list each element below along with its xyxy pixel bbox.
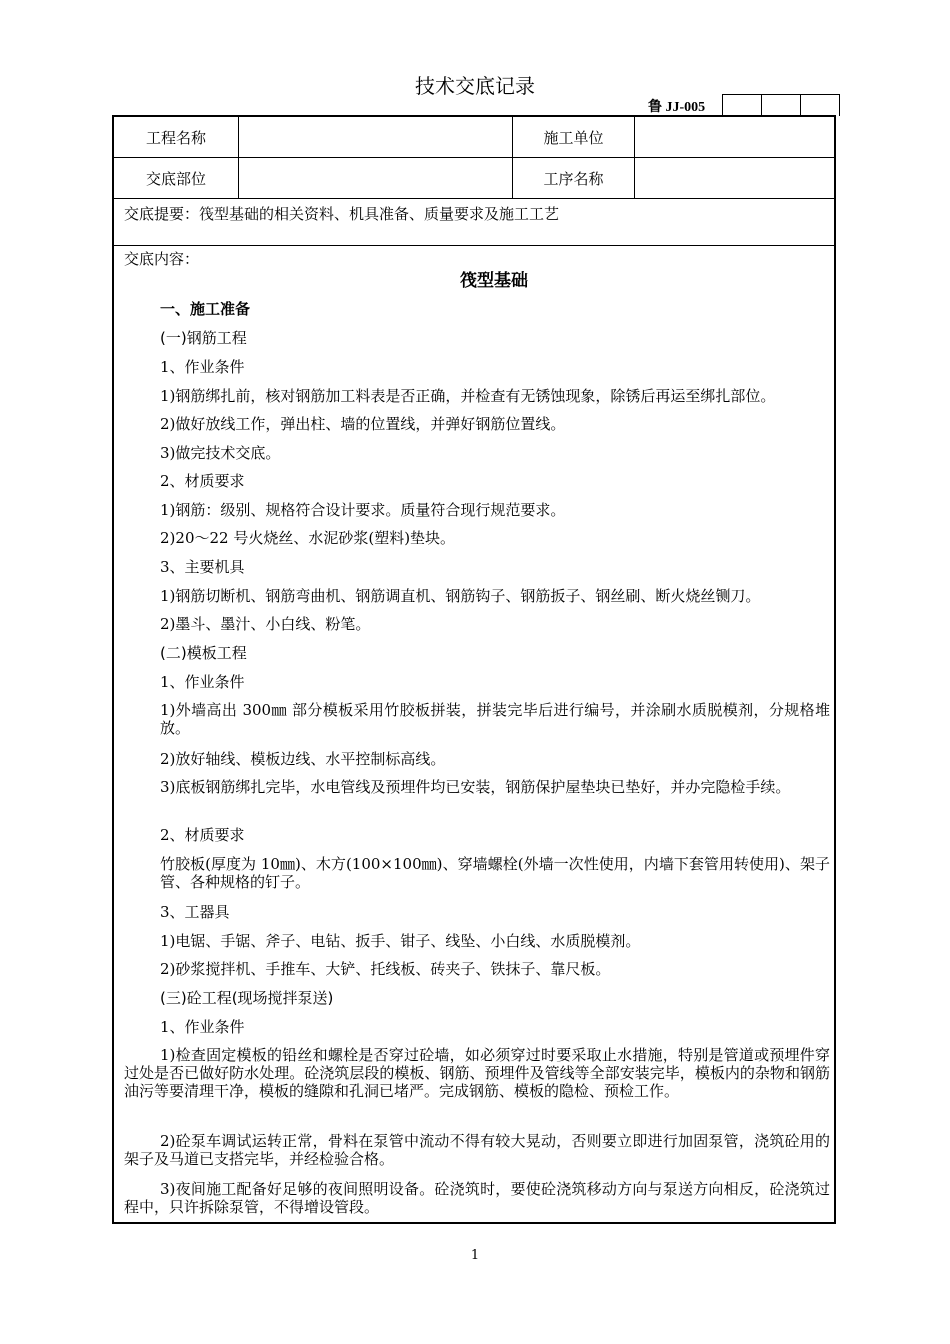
list-item: 1)钢筋绑扎前，核对钢筋加工料表是否正确，并检查有无锈蚀现象，除锈后再运至绑扎部位。 <box>160 387 776 405</box>
list-item: 竹胶板(厚度为 10㎜)、木方(100×100㎜)、穿墙螺栓(外墙一次性使用，内墙下套管用转使用)、架子管、各种规格的钉子。 <box>160 855 830 891</box>
item-heading: 1、作业条件 <box>160 673 245 691</box>
item-heading: 1、作业条件 <box>160 358 245 376</box>
content-label: 交底内容： <box>124 250 200 268</box>
record-table <box>112 115 836 1224</box>
list-item: 1)钢筋切断机、钢筋弯曲机、钢筋调直机、钢筋钩子、钢筋扳子、钢丝刷、断火烧丝铡刀。 <box>160 587 761 605</box>
list-item: 1)钢筋：级别、规格符合设计要求。质量符合现行规范要求。 <box>160 501 566 519</box>
project-name-label: 工程名称 <box>145 128 206 147</box>
form-code: 鲁 JJ-005 <box>648 100 706 115</box>
subsection-heading: (二)模板工程 <box>160 644 247 662</box>
subsection-heading: (三)砼工程(现场搅拌泵送) <box>160 989 334 1007</box>
item-heading: 1、作业条件 <box>160 1018 245 1036</box>
header-row-1 <box>114 117 834 158</box>
list-item: 2)20～22 号火烧丝、水泥砂浆(塑料)垫块。 <box>160 529 456 547</box>
item-heading: 2、材质要求 <box>160 826 245 844</box>
page-number: 1 <box>470 1248 480 1263</box>
list-item: 2)砂浆搅拌机、手推车、大铲、托线板、砖夹子、铁抹子、靠尺板。 <box>160 960 611 978</box>
project-name-value <box>238 117 512 157</box>
part-value <box>238 158 512 198</box>
contractor-label: 施工单位 <box>512 117 634 157</box>
contractor-value <box>634 117 834 157</box>
doc-title: 筏型基础 <box>460 271 528 291</box>
list-item: 2)砼泵车调试运转正常，骨料在泵管中流动不得有较大晃动，否则要立即进行加固泵管，浇筑砼用的架子及马道已支搭完毕，并经检验合格。 <box>124 1132 830 1168</box>
list-item: 2)做好放线工作，弹出柱、墙的位置线，并弹好钢筋位置线。 <box>160 415 566 433</box>
list-item: 1)电锯、手锯、斧子、电钻、扳手、钳子、线坠、小白线、水质脱模剂。 <box>160 932 641 950</box>
form-title: 技术交底记录 <box>415 74 535 98</box>
code-box <box>801 95 839 116</box>
code-box <box>723 95 762 116</box>
process-label: 工序名称 <box>512 158 634 198</box>
list-item: 3)底板钢筋绑扎完毕，水电管线及预埋件均已安装，钢筋保护屋垫块已垫好，并办完隐检手续。 <box>160 778 791 796</box>
part-label: 交底部位 <box>145 169 206 188</box>
list-item: 3)做完技术交底。 <box>160 444 281 462</box>
code-boxes <box>722 94 840 116</box>
section-heading: 一、施工准备 <box>160 300 251 318</box>
item-heading: 2、材质要求 <box>160 472 245 490</box>
list-item: 3)夜间施工配备好足够的夜间照明设备。砼浇筑时，要使砼浇筑移动方向与泵送方向相反，砼浇筑过程中，只许拆除泵管，不得增设管段。 <box>124 1180 830 1216</box>
list-item: 1)检查固定模板的铅丝和螺栓是否穿过砼墙，如必须穿过时要采取止水措施，特别是管道或预埋件穿过处是否已做好防水处理。砼浇筑层段的模板、钢筋、预埋件及管线等全部安装完毕，模板内的杂物和钢筋油污等要清理干净，模板的缝隙和孔洞已堵严。完成钢筋、模板的隐检、预检工作。 <box>124 1046 830 1100</box>
item-heading: 3、主要机具 <box>160 558 245 576</box>
summary-text: 交底提要：筏型基础的相关资料、机具准备、质量要求及施工工艺 <box>124 205 560 223</box>
process-value <box>634 158 834 198</box>
list-item: 2)墨斗、墨汁、小白线、粉笔。 <box>160 615 371 633</box>
subsection-heading: (一)钢筋工程 <box>160 329 247 347</box>
code-box <box>762 95 801 116</box>
header-row-2 <box>114 158 834 199</box>
list-item: 2)放好轴线、模板边线、水平控制标高线。 <box>160 750 446 768</box>
list-item: 1)外墙高出 300㎜ 部分模板采用竹胶板拼装，拼装完毕后进行编号，并涂刷水质脱模剂，分规格堆放。 <box>160 701 830 737</box>
item-heading: 3、工器具 <box>160 903 230 921</box>
